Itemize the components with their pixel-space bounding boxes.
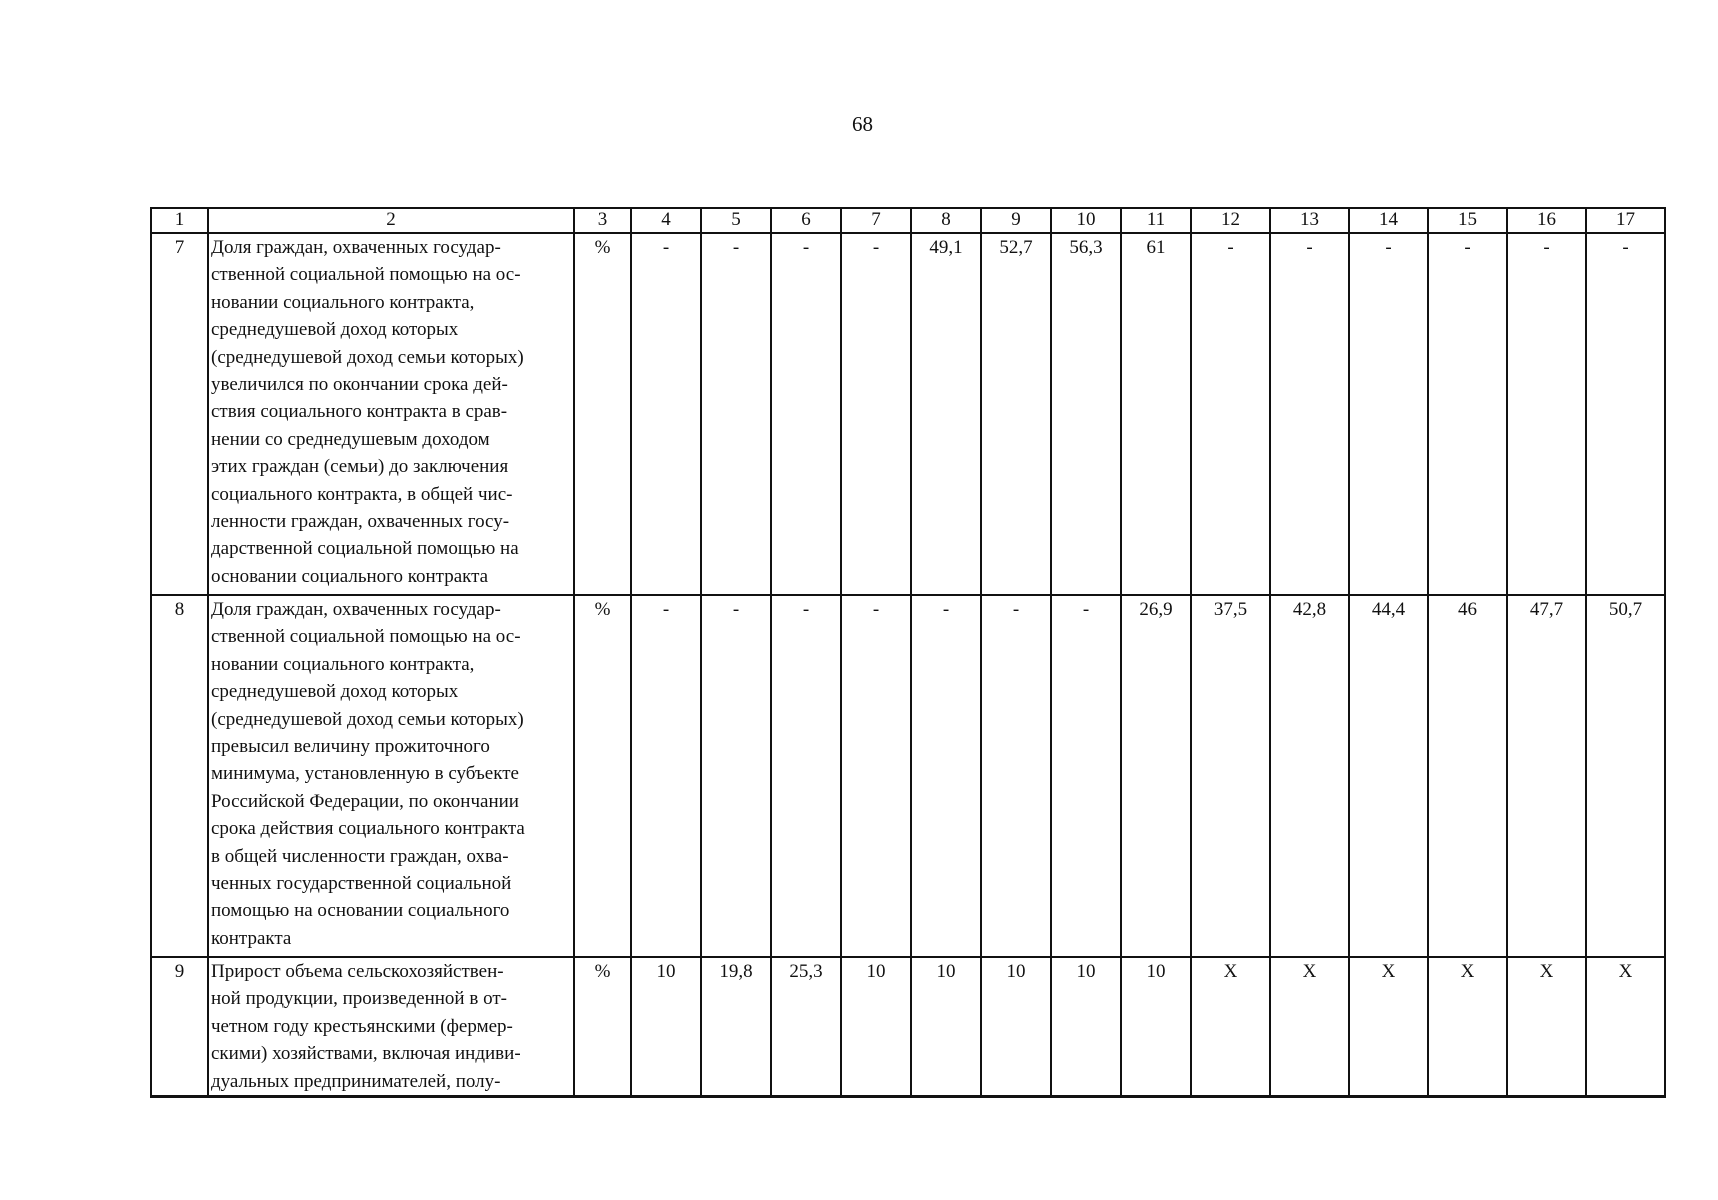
column-number: 3 — [574, 208, 631, 233]
table-row — [151, 233, 1665, 595]
indicator-description: Доля граждан, охваченных государ- ственной социальной помощью на ос- новании социального контракта, среднедушевой доход которых (среднедушевой доход семьи которых) превысил величину прожиточного минимума, установленную в субъекте Российской Федерации, по окончании срока действия социального контракта в общей численности граждан, охва- ченных государственной социальной помощью на основании социального контракта — [208, 595, 574, 957]
value-cell: - — [1428, 233, 1507, 595]
value-cell: 10 — [1121, 957, 1191, 1097]
column-number: 7 — [841, 208, 911, 233]
column-number: 1 — [151, 208, 208, 233]
value-cell: - — [1507, 233, 1586, 595]
value-cell: 10 — [1051, 957, 1121, 1097]
value-cell: - — [1051, 595, 1121, 957]
value-cell: - — [1586, 233, 1665, 595]
value-cell: 10 — [981, 957, 1051, 1097]
value-cell: - — [1349, 233, 1428, 595]
unit-cell: % — [574, 595, 631, 957]
value-cell: 61 — [1121, 233, 1191, 595]
value-cell: X — [1428, 957, 1507, 1097]
value-cell: - — [911, 595, 981, 957]
value-cell: - — [981, 595, 1051, 957]
indicator-description: Доля граждан, охваченных государ- ственной социальной помощью на ос- новании социального контракта, среднедушевой доход которых (среднедушевой доход семьи которых) увеличился по окончании срока дей- ствия социального контракта в срав- нении со среднедушевым доходом этих граждан (семьи) до заключения социального контракта, в общей чис- ленности граждан, охваченных госу- дарственной социальной помощью на основании социального контракта — [208, 233, 574, 595]
value-cell: - — [771, 233, 841, 595]
column-number: 8 — [911, 208, 981, 233]
unit-cell: % — [574, 957, 631, 1097]
value-cell: 37,5 — [1191, 595, 1270, 957]
column-number: 2 — [208, 208, 574, 233]
table-row — [151, 957, 1665, 1097]
column-number: 13 — [1270, 208, 1349, 233]
value-cell: - — [701, 233, 771, 595]
column-number: 11 — [1121, 208, 1191, 233]
value-cell: 26,9 — [1121, 595, 1191, 957]
column-number: 17 — [1586, 208, 1665, 233]
value-cell: - — [701, 595, 771, 957]
table-row — [151, 595, 1665, 957]
page-number: 68 — [852, 112, 873, 136]
column-number: 9 — [981, 208, 1051, 233]
column-number: 6 — [771, 208, 841, 233]
value-cell: X — [1270, 957, 1349, 1097]
value-cell: 10 — [841, 957, 911, 1097]
value-cell: 50,7 — [1586, 595, 1665, 957]
value-cell: 25,3 — [771, 957, 841, 1097]
value-cell: - — [771, 595, 841, 957]
column-number: 4 — [631, 208, 701, 233]
row-number: 9 — [151, 957, 208, 1097]
value-cell: X — [1586, 957, 1665, 1097]
value-cell: X — [1507, 957, 1586, 1097]
value-cell: - — [1191, 233, 1270, 595]
data-table — [150, 207, 1666, 1098]
value-cell: X — [1349, 957, 1428, 1097]
value-cell: 49,1 — [911, 233, 981, 595]
column-number: 5 — [701, 208, 771, 233]
column-number: 14 — [1349, 208, 1428, 233]
column-number: 15 — [1428, 208, 1507, 233]
value-cell: - — [631, 233, 701, 595]
value-cell: 46 — [1428, 595, 1507, 957]
indicator-description: Прирост объема сельскохозяйствен- ной продукции, произведенной в от- четном году крестьянскими (фермер- скими) хозяйствами, включая индиви- дуальных предпринимателей, полу- — [208, 957, 574, 1097]
value-cell: 44,4 — [1349, 595, 1428, 957]
column-number: 12 — [1191, 208, 1270, 233]
row-number: 8 — [151, 595, 208, 957]
value-cell: 10 — [631, 957, 701, 1097]
value-cell: X — [1191, 957, 1270, 1097]
unit-cell: % — [574, 233, 631, 595]
value-cell: - — [841, 595, 911, 957]
value-cell: 47,7 — [1507, 595, 1586, 957]
value-cell: 42,8 — [1270, 595, 1349, 957]
row-number: 7 — [151, 233, 208, 595]
value-cell: 52,7 — [981, 233, 1051, 595]
value-cell: - — [631, 595, 701, 957]
column-number: 10 — [1051, 208, 1121, 233]
value-cell: 56,3 — [1051, 233, 1121, 595]
column-number: 16 — [1507, 208, 1586, 233]
value-cell: - — [841, 233, 911, 595]
value-cell: - — [1270, 233, 1349, 595]
value-cell: 10 — [911, 957, 981, 1097]
table-header-row — [151, 208, 1665, 233]
value-cell: 19,8 — [701, 957, 771, 1097]
